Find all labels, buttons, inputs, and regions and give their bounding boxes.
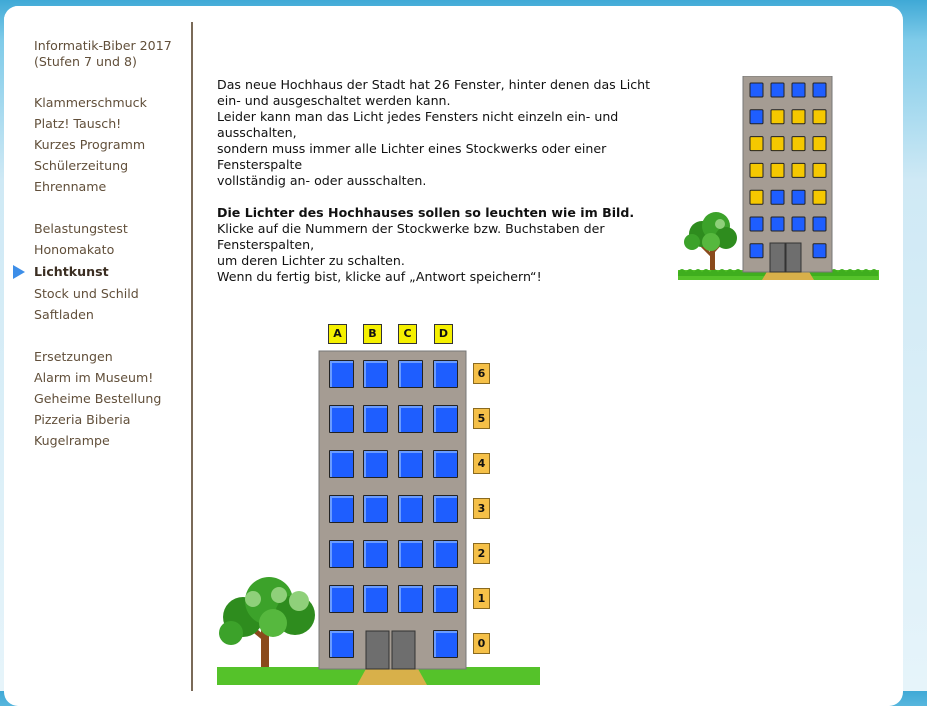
target-window-2-0 [750,190,763,204]
instruction-line: Fensterspalten, [217,237,315,252]
path [357,667,427,685]
target-window-3-2 [792,163,805,177]
sidebar-item-platz-tausch[interactable]: Platz! Tausch! [34,116,122,131]
window-5-c[interactable] [398,405,423,433]
sidebar-item-schuelerzeitung[interactable]: Schülerzeitung [34,158,129,173]
intro-line: sondern muss immer alle Lichter eines Stockwerks oder einer [217,141,607,156]
target-window-4-1 [771,137,784,151]
window-4-a[interactable] [329,450,354,478]
window-2-c[interactable] [398,540,423,568]
task-goal: Die Lichter des Hochhauses sollen so leuchten wie im Bild. [217,205,635,220]
floor-button-0[interactable]: 0 [473,633,490,654]
window-3-a[interactable] [329,495,354,523]
target-window-4-2 [792,137,805,151]
target-window-1-0 [750,217,763,231]
floor-button-4[interactable]: 4 [473,453,490,474]
target-window-3-1 [771,163,784,177]
target-window-5-0 [750,110,763,124]
window-6-a[interactable] [329,360,354,388]
target-window-0-3 [813,244,826,258]
intro-line: ein- und ausgeschaltet werden kann. [217,93,451,108]
target-window-5-3 [813,110,826,124]
tree-icon [684,212,737,270]
window-6-c[interactable] [398,360,423,388]
instruction-line: um deren Lichter zu schalten. [217,253,405,268]
window-2-b[interactable] [363,540,388,568]
sidebar-item-ersetzungen[interactable]: Ersetzungen [34,349,113,364]
intro-line: Leider kann man das Licht jedes Fensters nicht einzeln ein- und [217,109,619,124]
window-4-b[interactable] [363,450,388,478]
floor-button-3[interactable]: 3 [473,498,490,519]
active-item-arrow-icon [13,265,25,279]
window-2-d[interactable] [433,540,458,568]
sidebar-item-klammerschmuck[interactable]: Klammerschmuck [34,95,147,110]
sidebar-subtitle: (Stufen 7 und 8) [34,54,137,69]
sidebar-item-kurzes-programm[interactable]: Kurzes Programm [34,137,146,152]
window-1-c[interactable] [398,585,423,613]
sidebar-item-ehrenname[interactable]: Ehrenname [34,179,107,194]
floor-button-6[interactable]: 6 [473,363,490,384]
target-window-6-3 [813,83,826,97]
window-5-d[interactable] [433,405,458,433]
intro-line: Das neue Hochhaus der Stadt hat 26 Fenster, hinter denen das Licht [217,77,651,92]
window-3-c[interactable] [398,495,423,523]
column-button-c[interactable]: C [398,324,417,344]
door-right [392,631,415,669]
floor-button-5[interactable]: 5 [473,408,490,429]
door-right [786,243,801,272]
sidebar-item-pizzeria-biberia[interactable]: Pizzeria Biberia [34,412,131,427]
sidebar-item-lichtkunst[interactable]: Lichtkunst [34,264,109,279]
target-window-6-0 [750,83,763,97]
sidebar-divider [191,22,193,691]
sidebar-title: Informatik-Biber 2017 [34,38,172,53]
window-6-b[interactable] [363,360,388,388]
sidebar-item-alarm-im-museum[interactable]: Alarm im Museum! [34,370,154,385]
target-window-6-2 [792,83,805,97]
sidebar-item-belastungstest[interactable]: Belastungstest [34,221,128,236]
column-button-a[interactable]: A [328,324,347,344]
target-window-2-3 [813,190,826,204]
sidebar-item-kugelrampe[interactable]: Kugelrampe [34,433,110,448]
window-2-a[interactable] [329,540,354,568]
instruction-line: Wenn du fertig bist, klicke auf „Antwort speichern“! [217,269,542,284]
window-0-a[interactable] [329,630,354,658]
target-building-illustration [678,76,880,282]
instruction-line: Klicke auf die Nummern der Stockwerke bzw. Buchstaben der [217,221,605,236]
target-window-3-3 [813,163,826,177]
sidebar-item-stock-und-schild[interactable]: Stock und Schild [34,286,139,301]
target-window-4-0 [750,137,763,151]
target-window-6-1 [771,83,784,97]
window-5-a[interactable] [329,405,354,433]
target-window-1-2 [792,217,805,231]
window-1-a[interactable] [329,585,354,613]
window-1-d[interactable] [433,585,458,613]
target-window-2-1 [771,190,784,204]
target-window-1-1 [771,217,784,231]
target-window-5-1 [771,110,784,124]
column-button-d[interactable]: D [434,324,453,344]
target-window-1-3 [813,217,826,231]
target-window-2-2 [792,190,805,204]
target-window-3-0 [750,163,763,177]
door-left [366,631,389,669]
window-1-b[interactable] [363,585,388,613]
sidebar-item-saftladen[interactable]: Saftladen [34,307,94,322]
sidebar-item-geheime-bestellung[interactable]: Geheime Bestellung [34,391,162,406]
intro-line: Fensterspalte [217,157,303,172]
task-description [217,77,667,285]
window-3-d[interactable] [433,495,458,523]
tree-icon [219,577,315,667]
floor-button-1[interactable]: 1 [473,588,490,609]
window-0-d[interactable] [433,630,458,658]
door-left [770,243,785,272]
target-window-5-2 [792,110,805,124]
target-window-4-3 [813,137,826,151]
intro-line: vollständig an- oder ausschalten. [217,173,427,188]
window-3-b[interactable] [363,495,388,523]
floor-button-2[interactable]: 2 [473,543,490,564]
window-6-d[interactable] [433,360,458,388]
target-window-0-0 [750,244,763,258]
window-4-d[interactable] [433,450,458,478]
intro-line: ausschalten, [217,125,297,140]
column-button-b[interactable]: B [363,324,382,344]
sidebar-item-honomakato[interactable]: Honomakato [34,242,115,257]
window-4-c[interactable] [398,450,423,478]
window-5-b[interactable] [363,405,388,433]
